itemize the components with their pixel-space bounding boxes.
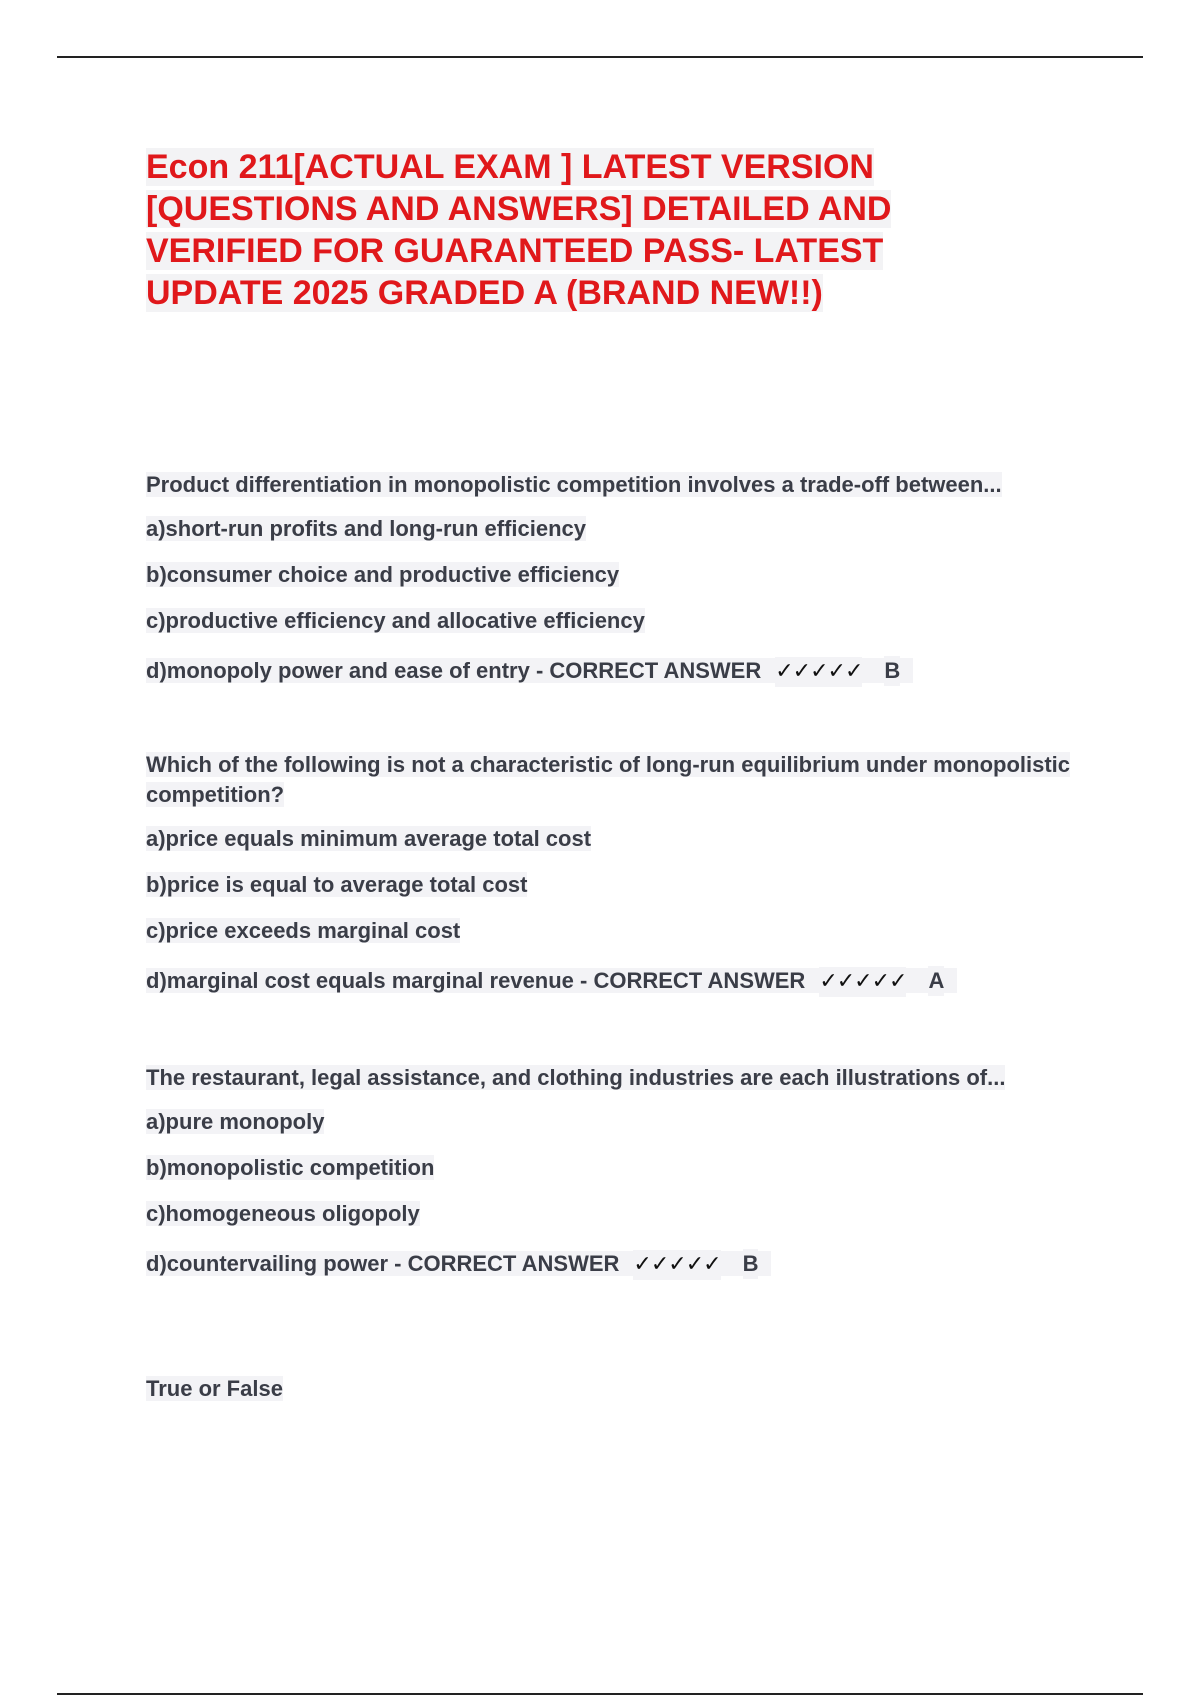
answer-letter: B (884, 656, 900, 686)
check-marks-icon: ✓✓✓✓✓ (819, 967, 906, 997)
option-a: a)pure monopoly (146, 1109, 325, 1134)
answer-letter: A (928, 966, 944, 996)
check-marks-icon: ✓✓✓✓✓ (775, 657, 862, 687)
option-b: b)price is equal to average total cost (146, 872, 528, 897)
answer-letter: B (743, 1249, 759, 1279)
option-c: c)homogeneous oligopoly (146, 1201, 420, 1226)
option-b: b)consumer choice and productive efficiency (146, 562, 620, 587)
document-title: Econ 211[ACTUAL EXAM ] LATEST VERSION [QUESTIONS AND ANSWERS] DETAILED AND VERIFIED FOR GUARANTEED PASS- LATEST UPDATE 2025 GRADED A (BRAND NEW!!) (146, 148, 892, 312)
question-text: True or False (146, 1376, 283, 1401)
question-3 (146, 1063, 1096, 1280)
question-text: Product differentiation in monopolistic competition involves a trade-off between... (146, 472, 1002, 497)
option-d-correct-answer: d)monopoly power and ease of entry - CORRECT ANSWER ✓✓✓✓✓ B (146, 656, 1096, 687)
option-c: c)price exceeds marginal cost (146, 918, 461, 943)
question-1 (146, 470, 1096, 687)
option-c: c)productive efficiency and allocative efficiency (146, 608, 645, 633)
option-d-correct-answer: d)marginal cost equals marginal revenue - CORRECT ANSWER ✓✓✓✓✓ A (146, 966, 1096, 997)
option-a: a)price equals minimum average total cost (146, 826, 592, 851)
check-marks-icon: ✓✓✓✓✓ (633, 1250, 720, 1280)
question-text: The restaurant, legal assistance, and clothing industries are each illustrations of... (146, 1065, 1006, 1090)
question-4 (146, 1374, 1096, 1404)
question-2 (146, 750, 1096, 997)
option-a: a)short-run profits and long-run efficiency (146, 516, 587, 541)
option-b: b)monopolistic competition (146, 1155, 435, 1180)
bottom-rule (57, 1693, 1143, 1695)
top-rule (57, 56, 1143, 58)
option-d-correct-answer: d)countervailing power - CORRECT ANSWER ✓✓✓✓✓ B (146, 1249, 1096, 1280)
question-text: Which of the following is not a characteristic of long-run equilibrium under monopolistic competition? (146, 752, 1071, 807)
